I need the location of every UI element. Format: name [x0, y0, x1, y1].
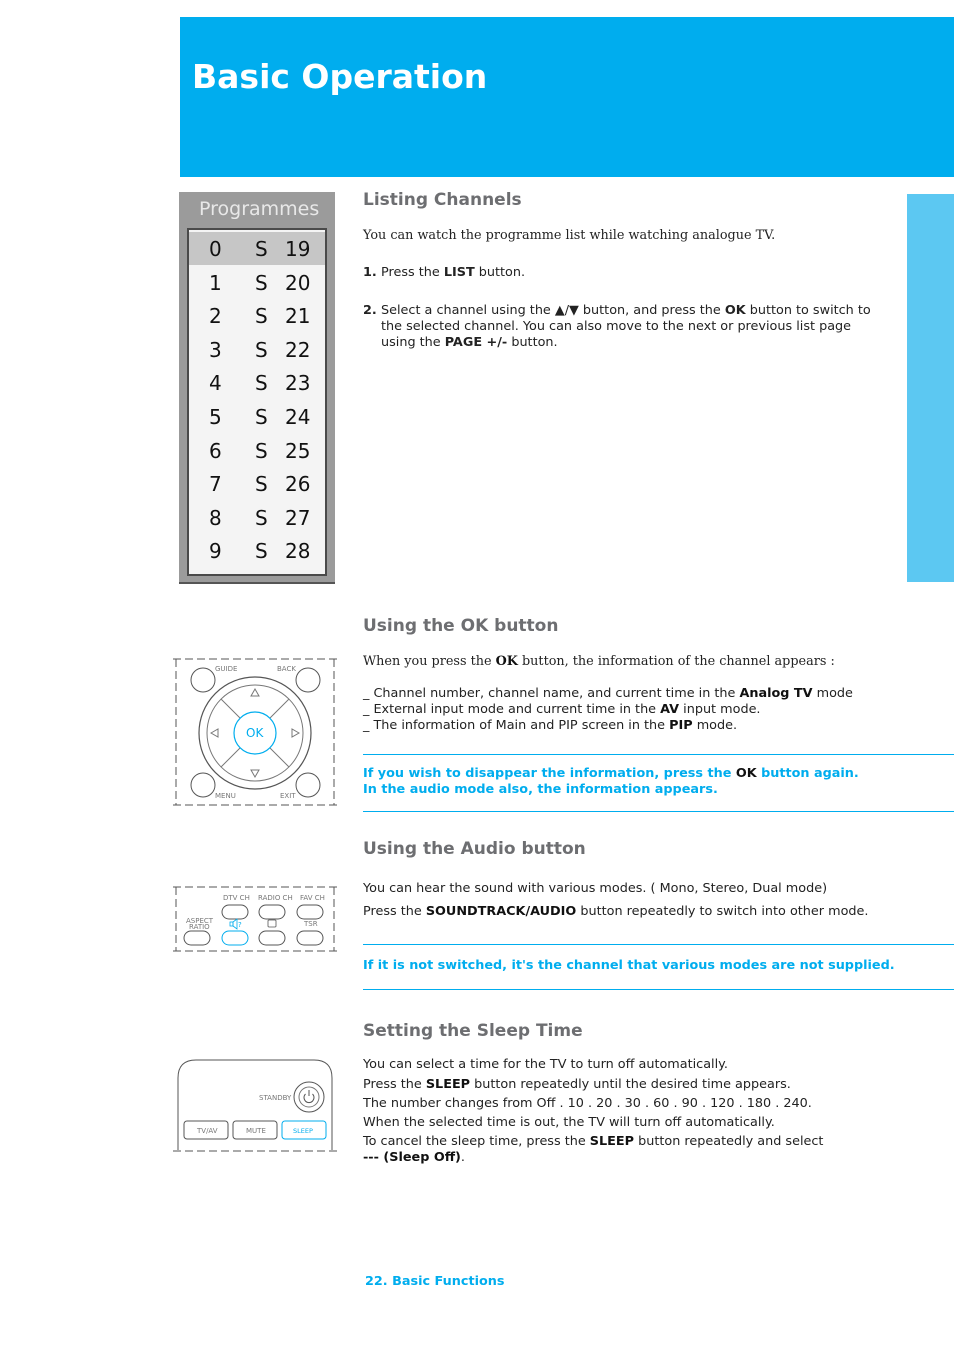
programme-num: 1	[209, 270, 222, 295]
programme-row[interactable]	[189, 467, 325, 500]
programme-ch: 21	[285, 304, 311, 329]
ok-remote-illustration	[173, 657, 337, 807]
back-button[interactable]	[296, 668, 320, 692]
audio-line-2: Press the SOUNDTRACK/AUDIO button repeatedly to switch into other mode.	[363, 904, 869, 919]
dtv-label: DTV CH	[223, 894, 250, 902]
programme-type: S	[255, 472, 268, 497]
programmes-panel	[179, 192, 335, 584]
audio-line-1: You can hear the sound with various modes. ( Mono, Stereo, Dual mode)	[363, 881, 828, 896]
sleep-remote-illustration	[173, 1058, 337, 1154]
svg-text:SLEEP: SLEEP	[293, 1127, 313, 1135]
programme-num: 6	[209, 438, 222, 463]
arrow-right-icon[interactable]	[292, 729, 299, 737]
audio-button[interactable]	[222, 931, 248, 945]
programme-row[interactable]	[189, 434, 325, 467]
sleep-line-6: --- (Sleep Off).	[363, 1150, 465, 1165]
programme-type: S	[255, 539, 268, 564]
programme-type: S	[255, 270, 268, 295]
ok-line-3: _ The information of Main and PIP screen in the PIP mode.	[363, 718, 738, 733]
page-footer: 22. Basic Functions	[365, 1274, 505, 1289]
subtitle-icon	[268, 920, 276, 927]
subtitle-button[interactable]	[259, 931, 285, 945]
programme-type: S	[255, 337, 268, 362]
programme-ch: 28	[285, 539, 311, 564]
programme-ch: 25	[285, 438, 311, 463]
sleep-title: Setting the Sleep Time	[363, 1021, 583, 1041]
arrow-left-icon[interactable]	[211, 729, 218, 737]
programme-num: 5	[209, 405, 222, 429]
listing-step-1: 1. Press the LIST button.	[363, 265, 526, 280]
tsr-label: TSR	[304, 920, 318, 928]
tsr-button[interactable]	[297, 931, 323, 945]
menu-button[interactable]	[191, 773, 215, 797]
sleep-line-2: Press the SLEEP button repeatedly until the desired time appears.	[363, 1077, 791, 1092]
programme-row[interactable]	[189, 266, 325, 299]
exit-button[interactable]	[296, 773, 320, 797]
programme-row[interactable]	[189, 400, 325, 433]
programme-row[interactable]	[189, 534, 325, 567]
ok-title: Using the OK button	[363, 616, 559, 636]
programme-ch: 23	[285, 371, 311, 396]
listing-intro: You can watch the programme list while watching analogue TV.	[363, 228, 776, 243]
guide-label: GUIDE	[215, 665, 238, 673]
programmes-title: Programmes	[199, 198, 320, 220]
programme-type: S	[255, 237, 268, 261]
programme-num: 8	[209, 505, 222, 530]
programme-row[interactable]	[189, 501, 325, 534]
aspect-button[interactable]	[184, 931, 210, 945]
header-banner	[180, 17, 954, 177]
audio-remote-illustration	[173, 885, 337, 953]
fav-button[interactable]	[297, 905, 323, 919]
ok-line-2: _ External input mode and current time in the AV input mode.	[363, 702, 761, 717]
ok-button-label: OK	[246, 726, 264, 740]
aspect-label: ASPECT	[186, 917, 214, 925]
arrow-up-icon[interactable]	[251, 689, 259, 696]
arrow-down-icon[interactable]	[251, 770, 259, 777]
programme-num: 9	[209, 539, 222, 564]
programme-row[interactable]	[189, 366, 325, 399]
ok-note-line-2: In the audio mode also, the information appears.	[363, 782, 718, 797]
programme-ch: 22	[285, 337, 311, 362]
programme-ch: 24	[285, 405, 311, 429]
svg-text:?: ?	[238, 921, 242, 929]
programme-type: S	[255, 505, 268, 530]
sleep-line-1: You can select a time for the TV to turn off automatically.	[363, 1057, 728, 1072]
guide-button[interactable]	[191, 668, 215, 692]
ok-line-1: _ Channel number, channel name, and current time in the Analog TV mode	[363, 686, 853, 701]
programme-num: 0	[209, 237, 222, 261]
programme-row[interactable]	[189, 232, 325, 265]
programme-ch: 20	[285, 270, 311, 295]
ok-note	[363, 754, 954, 812]
radio-label: RADIO CH	[258, 894, 293, 902]
programme-num: 2	[209, 304, 222, 329]
programme-type: S	[255, 438, 268, 463]
sleep-line-4: When the selected time is out, the TV will turn off automatically.	[363, 1115, 775, 1130]
power-icon	[304, 1090, 314, 1103]
programme-list	[187, 228, 327, 576]
menu-label: MENU	[215, 792, 236, 800]
sleep-line-5: To cancel the sleep time, press the SLEEP button repeatedly and select	[363, 1134, 824, 1149]
programme-type: S	[255, 304, 268, 329]
svg-text:TV/AV: TV/AV	[197, 1127, 218, 1135]
svg-text:MUTE: MUTE	[246, 1127, 266, 1135]
exit-label: EXIT	[280, 792, 296, 800]
sleep-line-3: The number changes from Off . 10 . 20 . 30 . 60 . 90 . 120 . 180 . 240.	[363, 1096, 812, 1111]
ok-note-line-1: If you wish to disappear the information, press the OK button again.	[363, 766, 859, 781]
audio-note: If it is not switched, it's the channel that various modes are not supplied.	[363, 944, 954, 990]
programme-type: S	[255, 371, 268, 396]
page-title: Basic Operation	[192, 57, 488, 96]
programme-num: 7	[209, 472, 222, 497]
svg-text:RATIO: RATIO	[189, 923, 210, 931]
programme-ch: 27	[285, 505, 311, 530]
programme-ch: 19	[285, 237, 311, 261]
radio-button[interactable]	[259, 905, 285, 919]
ok-intro: When you press the OK button, the information of the channel appears :	[363, 654, 835, 669]
dtv-button[interactable]	[222, 905, 248, 919]
programme-num: 4	[209, 371, 222, 396]
speaker-icon	[230, 919, 237, 929]
fav-label: FAV CH	[300, 894, 325, 902]
listing-title: Listing Channels	[363, 190, 522, 210]
programme-num: 3	[209, 337, 222, 362]
programme-row[interactable]	[189, 333, 325, 366]
audio-title: Using the Audio button	[363, 839, 586, 859]
side-tab	[907, 194, 954, 582]
programme-row[interactable]	[189, 299, 325, 332]
programme-type: S	[255, 405, 268, 429]
standby-label: STANDBY	[259, 1094, 292, 1102]
programme-ch: 26	[285, 472, 311, 497]
listing-step-2: 2. Select a channel using the ▲/▼ button, and press the OK button to switch to the selected channel. You can also move to the next or previous list page using the PAGE +/- button.	[363, 303, 871, 350]
back-label: BACK	[277, 665, 296, 673]
